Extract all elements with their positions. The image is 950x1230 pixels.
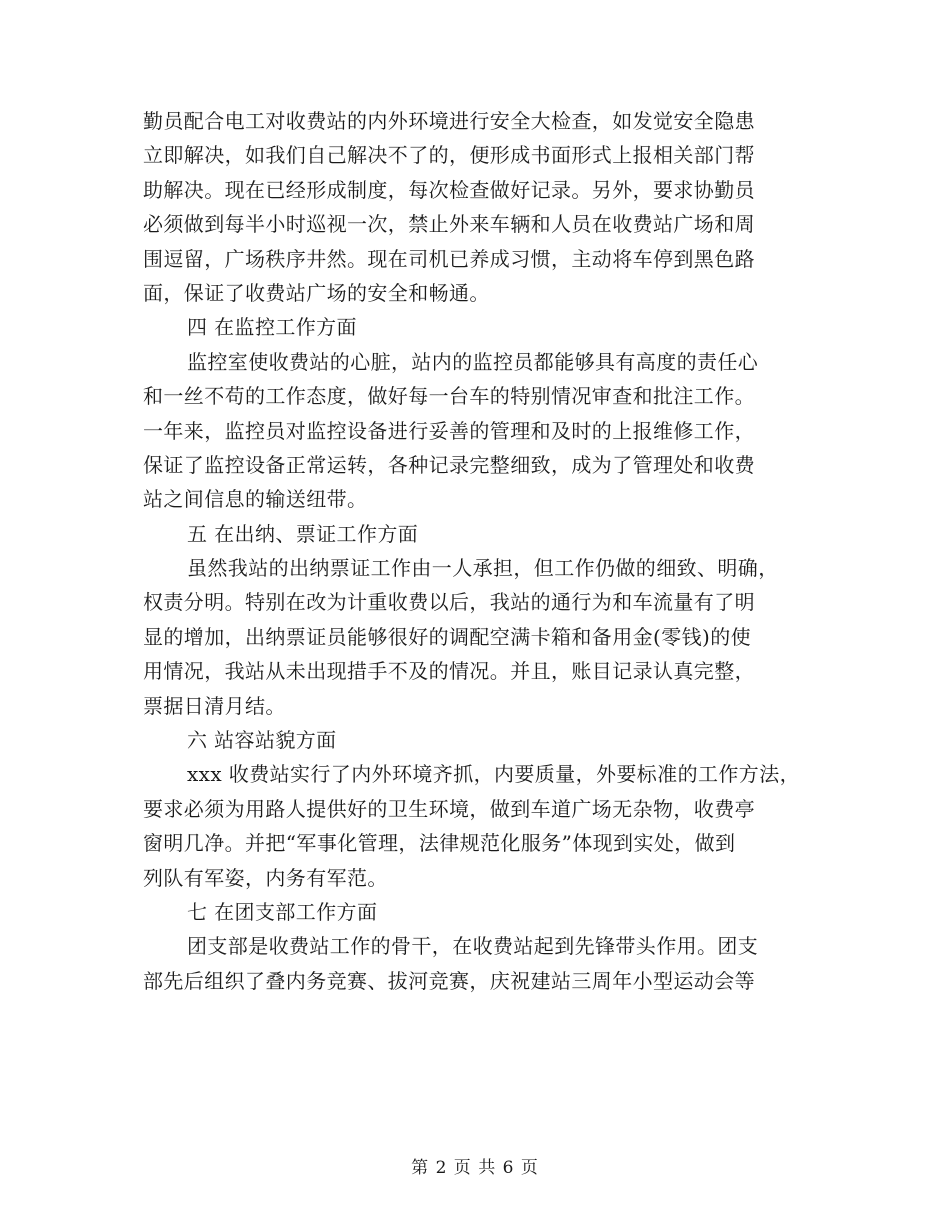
text-line: 围逗留，广场秩序井然。现在司机已养成习惯，主动将车停到黑色路: [143, 246, 755, 271]
text-line: 要求必须为用路人提供好的卫生环境，做到车道广场无杂物，收费亭: [143, 796, 755, 821]
text-line: 必须做到每半小时巡视一次，禁止外来车辆和人员在收费站广场和周: [143, 212, 755, 237]
text-line: 部先后组织了叠内务竞赛、拔河竞赛，庆祝建站三周年小型运动会等: [143, 968, 755, 993]
text-line: 站之间信息的输送纽带。: [143, 487, 368, 512]
text-line: xxx 收费站实行了内外环境齐抓，内要质量，外要标准的工作方法，: [187, 762, 800, 787]
text-line: 显的增加，出纳票证员能够很好的调配空满卡箱和备用金(零钱)的使: [143, 624, 752, 649]
text-line: 面，保证了收费站广场的安全和畅通。: [143, 280, 490, 305]
text-line: 助解决。现在已经形成制度，每次检查做好记录。另外，要求协勤员: [143, 177, 755, 202]
page-footer: 第 2 页 共 6 页: [411, 1158, 539, 1178]
text-line: 保证了监控设备正常运转，各种记录完整细致，成为了管理处和收费: [143, 452, 755, 477]
text-line: 虽然我站的出纳票证工作由一人承担，但工作仍做的细致、明确，: [187, 556, 779, 581]
text-line: 五 在出纳、票证工作方面: [187, 521, 419, 546]
document-body: [143, 104, 823, 998]
text-line: 用情况，我站从未出现措手不及的情况。并且，账目记录认真完整，: [143, 659, 755, 684]
text-line: 团支部是收费站工作的骨干，在收费站起到先锋带头作用。团支: [187, 934, 759, 959]
text-line: 一年来，监控员对监控设备进行妥善的管理和及时的上报维修工作，: [143, 418, 755, 443]
text-line: 票据日清月结。: [143, 693, 286, 718]
text-line: 列队有军姿，内务有军范。: [143, 865, 388, 890]
text-line: 勤员配合电工对收费站的内外环境进行安全大检查，如发觉安全隐患: [143, 109, 755, 133]
text-line: 和一丝不苟的工作态度，做好每一台车的特别情况审查和批注工作。: [143, 384, 755, 409]
text-line: 四 在监控工作方面: [187, 315, 357, 340]
text-line: 窗明几净。并把“军事化管理，法律规范化服务”体现到实处，做到: [143, 831, 736, 856]
text-line: 立即解决，如我们自己解决不了的，便形成书面形式上报相关部门帮: [143, 143, 755, 168]
text-line: 权责分明。特别在改为计重收费以后，我站的通行为和车流量有了明: [143, 590, 755, 615]
text-line: 监控室使收费站的心脏，站内的监控员都能够具有高度的责任心: [187, 349, 759, 374]
text-line: 六 站容站貌方面: [187, 728, 337, 753]
text-line: 七 在团支部工作方面: [187, 899, 378, 924]
